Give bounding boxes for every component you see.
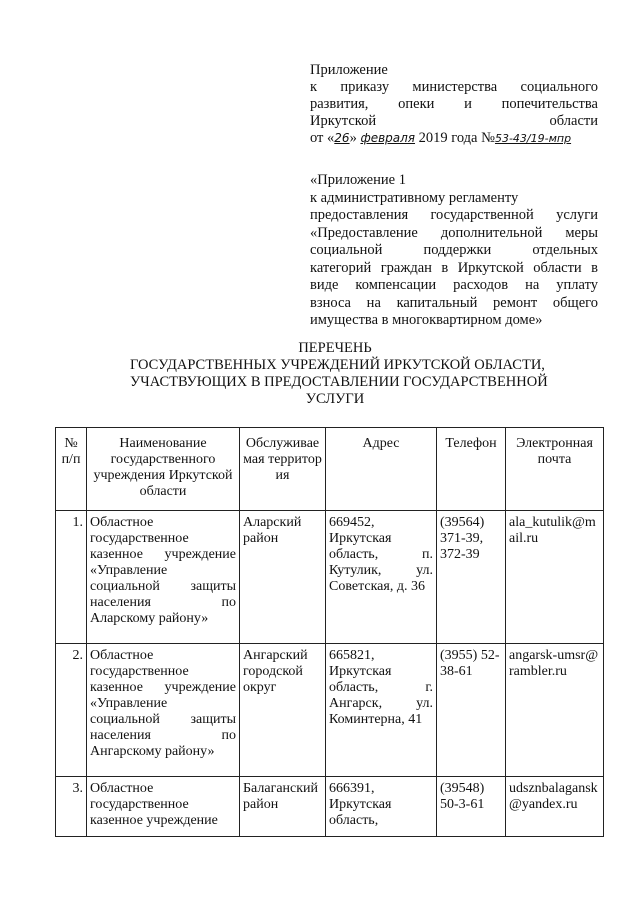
row-email: udsznbalagansk@yandex.ru (506, 777, 604, 837)
handwritten-number: 53-43/19-мпр (494, 132, 572, 145)
title-line: УЧАСТВУЮЩИХ В ПРЕДОСТАВЛЕНИИ ГОСУДАРСТВЕННОЙ (130, 374, 548, 390)
appendix-block (310, 172, 598, 330)
header-number: № п/п (56, 428, 87, 511)
institutions-table (55, 427, 604, 837)
header-institution: Наименование государственного учреждения Иркутской области (87, 428, 240, 511)
title-line: УСЛУГИ (305, 391, 365, 407)
row-territory: Аларский район (240, 511, 326, 644)
header-email: Электронная почта (506, 428, 604, 511)
appendix-line: «Приложение 1 (310, 172, 406, 188)
row-phone: (39548) 50-3-61 (437, 777, 506, 837)
row-email: ala_kutulik@mail.ru (506, 511, 604, 644)
appendix-line: взноса на капитальный ремонт общего (310, 294, 598, 311)
table-row (56, 644, 604, 777)
row-address: 669452, Иркутская область, п. Кутулик, ул. Советская, д. 36 (326, 511, 437, 644)
appendix-line: социальной поддержки отдельных (310, 242, 598, 258)
row-number: 1. (56, 511, 87, 644)
handwritten-month: февраля (360, 131, 416, 145)
row-email: angarsk-umsr@rambler.ru (506, 644, 604, 777)
row-institution: Областное государственное казенное учреждение (87, 777, 240, 837)
table-row (56, 511, 604, 644)
document-title (130, 340, 548, 408)
appendix-line: предоставления государственной услуги (310, 207, 598, 223)
title-line: ПЕРЕЧЕНЬ (298, 340, 372, 356)
row-territory: Ангарский городской округ (240, 644, 326, 777)
row-institution: Областное государственное казенное учреждение «Управление социальной защиты населения по Аларскому району» (87, 511, 240, 644)
header-territory: Обслуживаемая территория (240, 428, 326, 511)
appendix-line: категорий граждан в Иркутской области в (310, 259, 598, 276)
header-line: Иркутской области (310, 113, 598, 129)
appendix-line: к административному регламенту (310, 189, 519, 206)
row-territory: Балаганский район (240, 777, 326, 837)
handwritten-day: 26 (334, 131, 350, 145)
header-phone: Телефон (437, 428, 506, 511)
order-header (310, 62, 598, 147)
table-header-row (56, 428, 604, 511)
header-line: к приказу министерства социального (310, 79, 598, 95)
row-institution: Областное государственное казенное учреждение «Управление социальной защиты населения по Ангарскому району» (87, 644, 240, 777)
row-number: 3. (56, 777, 87, 837)
row-number: 2. (56, 644, 87, 777)
row-phone: (39564) 371-39, 372-39 (437, 511, 506, 644)
date-prefix: от « (310, 130, 335, 146)
row-address: 665821, Иркутская область, г. Ангарск, ул. Коминтерна, 41 (326, 644, 437, 777)
order-date-line (310, 130, 598, 147)
date-quote: » (349, 130, 357, 146)
row-phone: (3955) 52-38-61 (437, 644, 506, 777)
row-address: 666391, Иркутская область, (326, 777, 437, 837)
header-line: Приложение (310, 62, 388, 78)
appendix-line: имущества в многоквартирном доме» (310, 312, 543, 328)
header-address: Адрес (326, 428, 437, 511)
appendix-line: виде компенсации расходов на уплату (310, 277, 598, 293)
header-line: развития, опеки и попечительства (310, 96, 598, 112)
appendix-line: «Предоставление дополнительной меры (310, 224, 598, 241)
date-year: 2019 года № (415, 130, 495, 146)
title-line: ГОСУДАРСТВЕННЫХ УЧРЕЖДЕНИЙ ИРКУТСКОЙ ОБЛАСТИ, (130, 357, 545, 373)
table-row (56, 777, 604, 837)
